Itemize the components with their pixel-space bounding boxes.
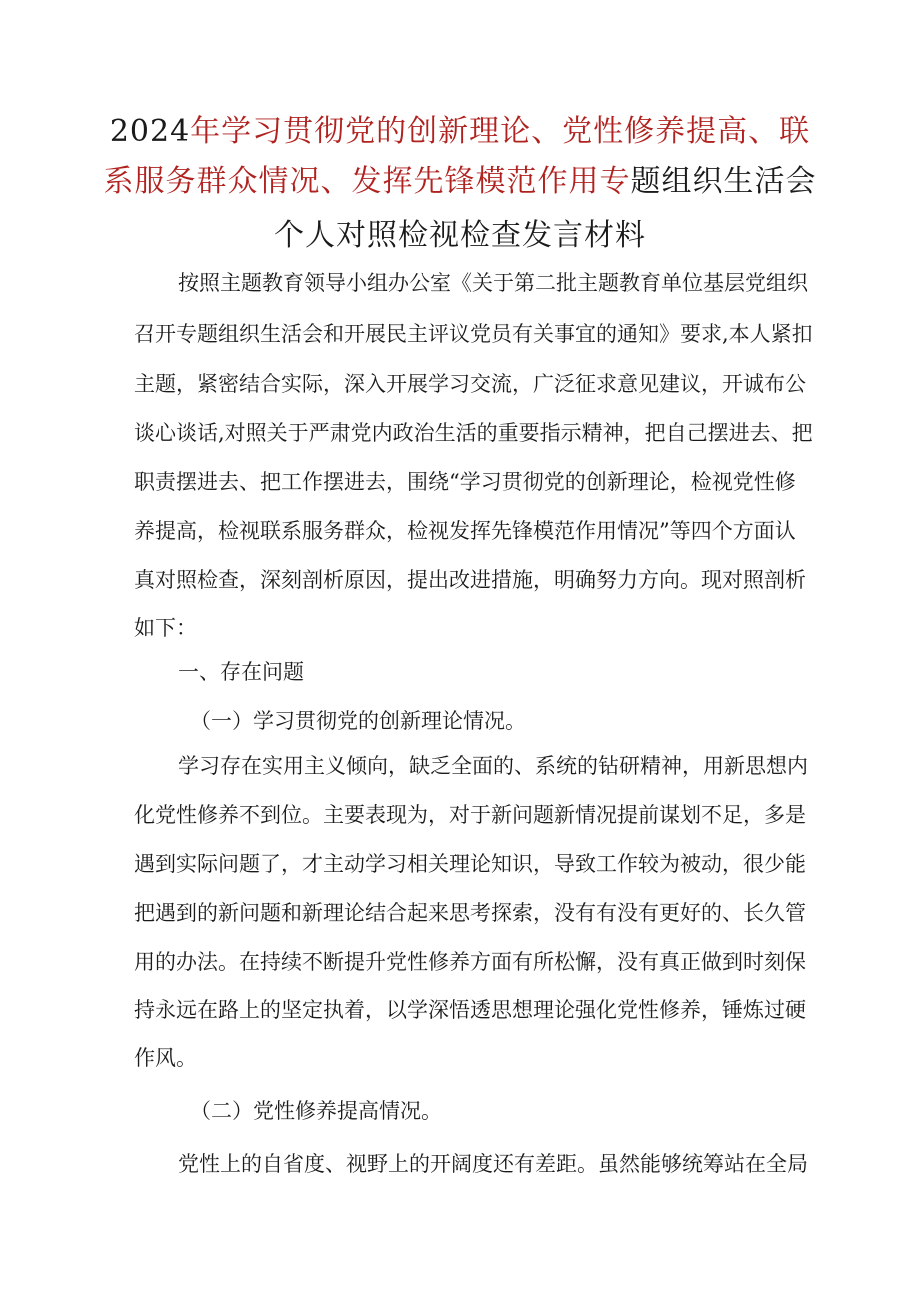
title-red-text-1: 年学习贯彻党的创新理论、党性修养提高、联 <box>190 114 811 149</box>
paragraph-line: 遇到实际问题了，才主动学习相关理论知识，导致工作较为被动，很少能 <box>134 852 806 876</box>
intro-line: 职责摆进去、把工作摆进去，围绕“学习贯彻党的创新理论，检视党性修 <box>134 470 796 494</box>
intro-line: 养提高，检视联系服务群众，检视发挥先锋模范作用情况”等四个方面认 <box>134 519 796 543</box>
document-title-line-1 <box>0 112 920 152</box>
intro-line: 召开专题组织生活会和开展民主评议党员有关事宜的通知》要求,本人紧扣 <box>134 322 813 346</box>
intro-line: 谈心谈话,对照关于严肃党内政治生活的重要指示精神，把自己摆进去、把 <box>134 421 813 445</box>
title-black-text-2: 题组织生活会 <box>630 164 817 199</box>
intro-line: 如下： <box>134 616 197 640</box>
subsection-heading: （二）党性修养提高情况。 <box>190 1099 442 1123</box>
paragraph-line: 持永远在路上的坚定执着，以学深悟透思想理论强化党性修养，锤炼过硬 <box>134 998 806 1022</box>
paragraph-line: 党性上的自省度、视野上的开阔度还有差距。虽然能够统筹站在全局 <box>178 1152 808 1176</box>
section-heading: 一、存在问题 <box>178 660 304 684</box>
title-red-text-2: 系服务群众情况、发挥先锋模范作用专 <box>103 164 631 199</box>
intro-line: 按照主题教育领导小组办公室《关于第二批主题教育单位基层党组织 <box>178 271 808 295</box>
paragraph-line: 作风。 <box>134 1046 197 1070</box>
intro-line: 真对照检查，深刻剖析原因，提出改进措施，明确努力方向。现对照剖析 <box>134 568 806 592</box>
title-subtitle: 个人对照检视检查发言材料 <box>274 218 646 253</box>
paragraph-line: 学习存在实用主义倾向，缺乏全面的、系统的钻研精神，用新思想内 <box>178 754 808 778</box>
paragraph-line: 化党性修养不到位。主要表现为，对于新问题新情况提前谋划不足，多是 <box>134 803 806 827</box>
intro-line: 主题，紧密结合实际，深入开展学习交流，广泛征求意见建议，开诚布公 <box>134 372 806 396</box>
paragraph-line: 把遇到的新问题和新理论结合起来思考探索，没有有没有更好的、长久管 <box>134 901 806 925</box>
subsection-heading: （一）学习贯彻党的创新理论情况。 <box>190 709 526 733</box>
paragraph-line: 用的办法。在持续不断提升党性修养方面有所松懈，没有真正做到时刻保 <box>134 950 806 974</box>
document-title-line-2 <box>0 162 920 202</box>
document-title-line-3 <box>0 216 920 256</box>
title-year: 2024 <box>109 114 191 149</box>
